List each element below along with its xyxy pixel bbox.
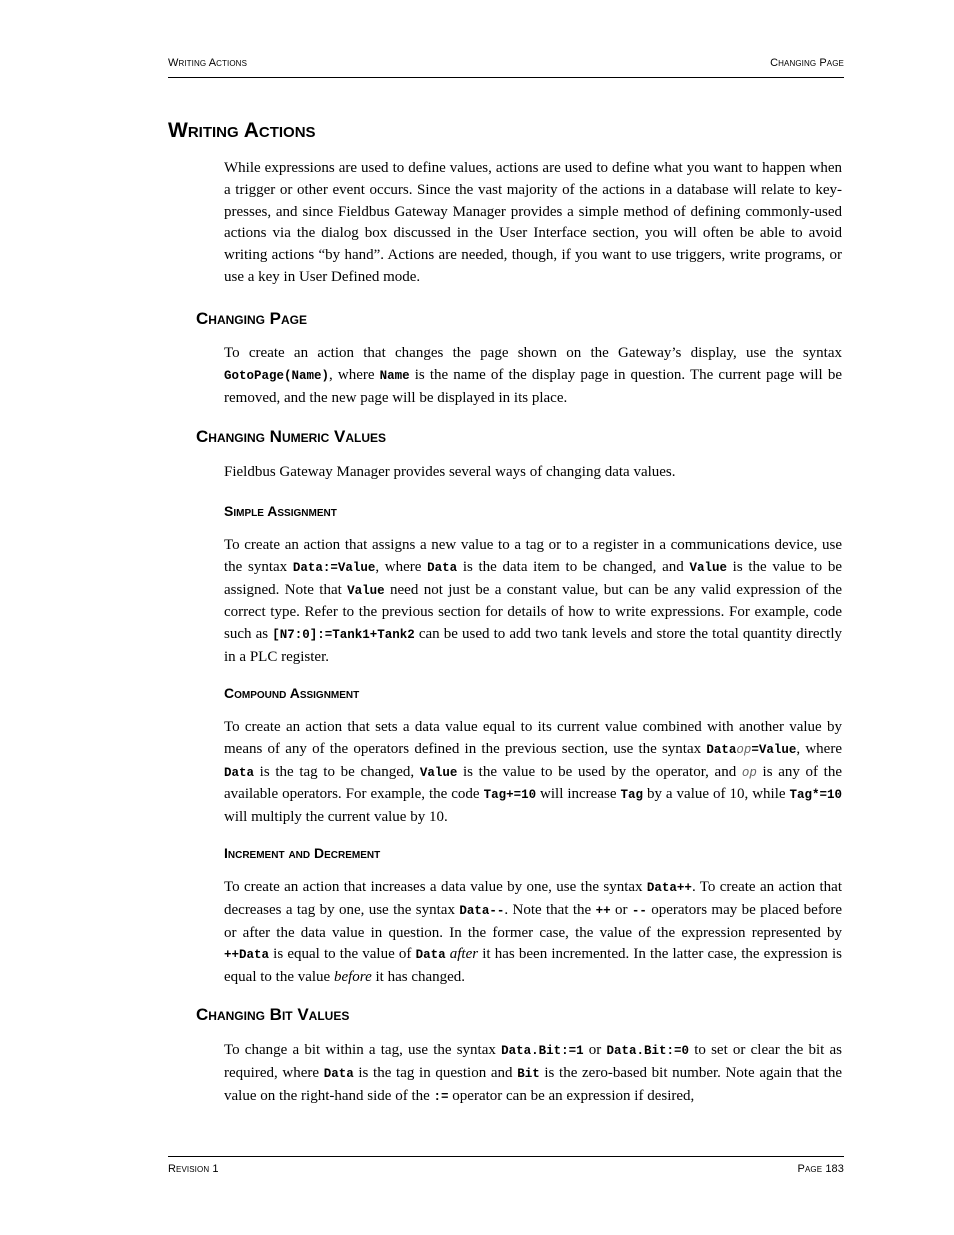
changing-page-paragraph: To create an action that changes the page shown on the Gateway’s display, use the syntax GotoPage(Name), where Name is the name of the display page in question. The current page will be removed, and the new page will be displayed in its place. [224,345,842,406]
footer-revision: Revision 1 [168,1163,219,1175]
heading-compound-assignment: Compound Assignment [224,685,360,701]
compound-assignment-paragraph: To create an action that sets a data value equal to its current value combined with another value by means of any of the operators defined in the previous section, use the syntax Dataop=Value, where Data is the tag to be changed, Value is the value to be used by the operator, and op is any of the available operators. For example, the code Tag+=10 will increase Tag by a value of 10, while Tag*=10 will multiply the current value by 10. [224,719,843,826]
footer-page-number: Page 183 [797,1163,844,1175]
heading-simple-assignment: Simple Assignment [224,503,337,519]
changing-numeric-paragraph: Fieldbus Gateway Manager provides several ways of changing data values. [224,464,676,480]
header-section-title: Writing Actions [168,57,248,69]
intro-paragraph: While expressions are used to define values, actions are used to define what you want to happen when a trigger or other event occurs. Since the vast majority of the actions in a database will relate to key-presses, and since Fieldbus Gateway Manager provides a simple method of defining commonly-used actions via the dialog box discussed in the User Interface section, you will often be able to avoid writing actions “by hand”. Actions are needed, though, if you want to use triggers, write programs, or use a key in User Defined mode. [224,160,842,285]
heading-increment-decrement: Increment and Decrement [224,845,381,861]
footer-rule [168,1156,844,1157]
changing-bit-paragraph: To change a bit within a tag, use the syntax Data.Bit:=1 or Data.Bit:=0 to set or clear the bit as required, where Data is the tag in question and Bit is the zero-based bit number. Note again that the value on the right-hand side of the := operator can be an expression if desired, [224,1042,843,1104]
heading-changing-page: Changing Page [196,309,308,328]
header-rule [168,77,844,78]
increment-decrement-paragraph: To create an action that increases a data value by one, use the syntax Data++. To create an action that decreases a tag by one, use the syntax Data--. Note that the ++ or -- operators may be placed before or after the data value in question. In the former case, the value of the expression represented by ++Data is equal to the value of Data after it has been incremented. In the latter case, the expression is equal to the value before it has changed. [224,879,842,986]
page-title: Writing Actions [168,119,316,142]
simple-assignment-paragraph: To create an action that assigns a new value to a tag or to a register in a communications device, use the syntax Data:=Value, where Data is the data item to be changed, and Value is the value to be assigned. Note that Value need not just be a constant value, but can be any valid expression of the correct type. Refer to the previous section for details of how to write expressions. For example, code such as [N7:0]:=Tank1+Tank2 can be used to add two tank levels and store the total quantity directly in a PLC register. [224,537,843,665]
header-subsection-title: Changing Page [770,57,844,69]
heading-changing-numeric-values: Changing Numeric Values [196,427,387,446]
heading-changing-bit-values: Changing Bit Values [196,1005,350,1024]
